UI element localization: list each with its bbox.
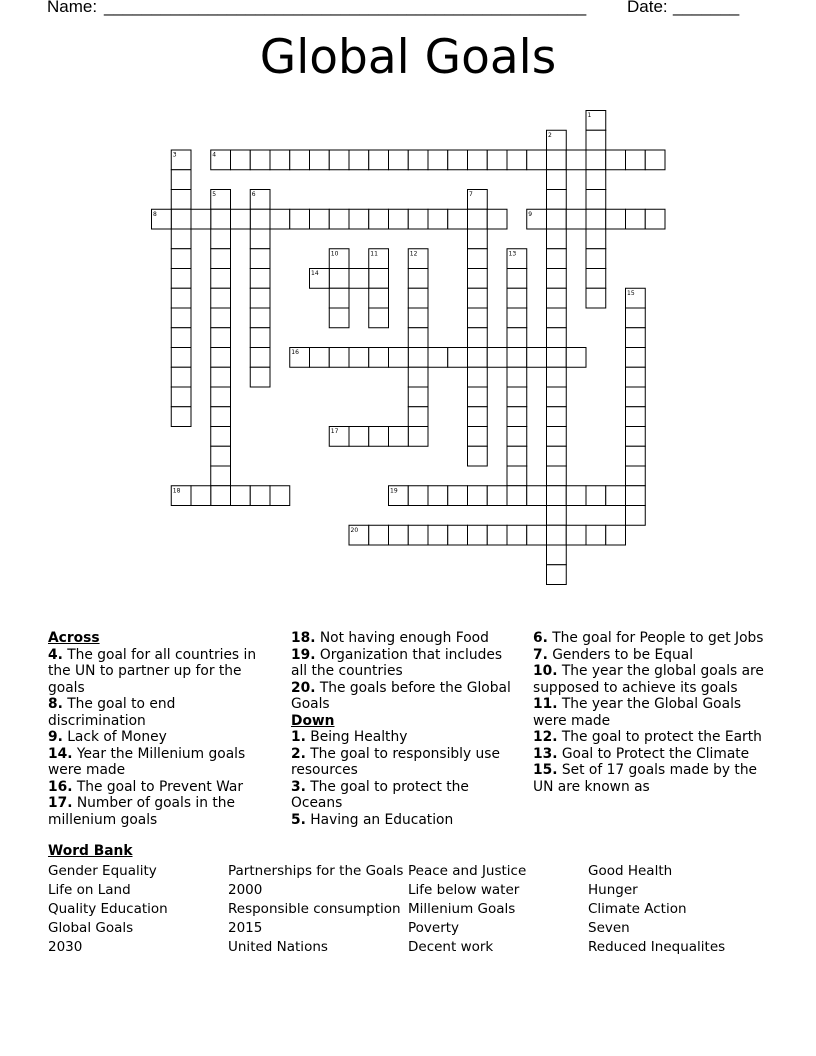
crossword-cell[interactable] bbox=[211, 466, 231, 486]
crossword-cell[interactable] bbox=[586, 288, 606, 308]
date-field[interactable]: _______ bbox=[673, 0, 740, 16]
crossword-cell[interactable] bbox=[369, 150, 389, 170]
crossword-cell[interactable] bbox=[428, 209, 448, 229]
crossword-cell[interactable] bbox=[606, 486, 626, 506]
word-bank-item: 2000 bbox=[228, 882, 263, 898]
crossword-cell[interactable] bbox=[250, 486, 270, 506]
cell-number: 3 bbox=[172, 151, 177, 159]
crossword-cell[interactable] bbox=[527, 150, 547, 170]
crossword-cell[interactable] bbox=[487, 348, 507, 368]
crossword-cell[interactable] bbox=[566, 486, 586, 506]
crossword-cell[interactable] bbox=[171, 170, 191, 190]
crossword-cell[interactable] bbox=[408, 525, 428, 545]
clue-down-11: 11. The year the Global Goals were made bbox=[533, 696, 742, 729]
crossword-cell[interactable] bbox=[428, 150, 448, 170]
clue-down-10: 10. The year the global goals are supposed to achieve its goals bbox=[533, 663, 764, 696]
crossword-cell[interactable] bbox=[250, 150, 270, 170]
crossword-cell[interactable] bbox=[171, 269, 191, 289]
crossword-cell[interactable] bbox=[250, 229, 270, 249]
crossword-cell[interactable] bbox=[270, 150, 290, 170]
crossword-cell[interactable] bbox=[349, 427, 369, 447]
crossword-cell[interactable] bbox=[507, 308, 527, 328]
crossword-cell[interactable] bbox=[547, 486, 567, 506]
crossword-cell[interactable] bbox=[547, 525, 567, 545]
crossword-cell[interactable] bbox=[211, 486, 231, 506]
crossword-cell[interactable] bbox=[507, 328, 527, 348]
word-bank-item: 2015 bbox=[228, 920, 263, 936]
clue-across-14: 14. Year the Millenium goals were made bbox=[48, 745, 246, 778]
crossword-cell[interactable] bbox=[586, 130, 606, 150]
crossword-cell[interactable] bbox=[487, 486, 507, 506]
crossword-cell[interactable] bbox=[290, 150, 310, 170]
crossword-cell[interactable] bbox=[171, 209, 191, 229]
crossword-cell[interactable] bbox=[547, 466, 567, 486]
crossword-cell[interactable] bbox=[468, 328, 488, 348]
clue-across-18: 18. Not having enough Food bbox=[291, 630, 489, 646]
crossword-cell[interactable] bbox=[547, 545, 567, 565]
crossword-cell[interactable] bbox=[468, 308, 488, 328]
crossword-cell[interactable] bbox=[566, 348, 586, 368]
word-bank-item: Quality Education bbox=[48, 901, 168, 917]
crossword-cell[interactable] bbox=[547, 269, 567, 289]
crossword-cell[interactable] bbox=[250, 288, 270, 308]
crossword-cell[interactable] bbox=[369, 308, 389, 328]
crossword-cell[interactable] bbox=[507, 269, 527, 289]
crossword-cell[interactable] bbox=[310, 150, 330, 170]
crossword-cell[interactable] bbox=[389, 209, 409, 229]
crossword-cell[interactable] bbox=[626, 328, 646, 348]
crossword-cell[interactable] bbox=[369, 525, 389, 545]
crossword-cell[interactable] bbox=[211, 249, 231, 269]
clue-down-13: 13. Goal to Protect the Climate bbox=[533, 745, 750, 762]
crossword-cell[interactable] bbox=[547, 190, 567, 210]
word-bank-item: Millenium Goals bbox=[408, 901, 516, 917]
crossword-cell[interactable] bbox=[171, 328, 191, 348]
crossword-cell[interactable] bbox=[566, 150, 586, 170]
word-bank-item: Reduced Inequalites bbox=[588, 939, 726, 955]
crossword-cell[interactable] bbox=[448, 525, 468, 545]
clue-down-12: 12. The goal to protect the Earth bbox=[533, 729, 762, 745]
cell-number: 11 bbox=[370, 250, 378, 258]
crossword-cell[interactable] bbox=[586, 269, 606, 289]
clues-col-1 bbox=[48, 630, 273, 828]
crossword-cell[interactable] bbox=[389, 348, 409, 368]
clues-col-2 bbox=[291, 630, 516, 828]
cell-number: 1 bbox=[587, 112, 592, 119]
crossword-cell[interactable] bbox=[231, 209, 251, 229]
crossword-cell[interactable] bbox=[369, 427, 389, 447]
crossword-cell[interactable] bbox=[448, 150, 468, 170]
page-title: Global Goals bbox=[259, 30, 557, 85]
crossword-cell[interactable] bbox=[547, 288, 567, 308]
crossword-cell[interactable] bbox=[250, 367, 270, 387]
crossword-cell[interactable] bbox=[547, 367, 567, 387]
crossword-cell[interactable] bbox=[211, 427, 231, 447]
crossword-cell[interactable] bbox=[507, 427, 527, 447]
clues-col-3 bbox=[533, 630, 768, 795]
crossword-cell[interactable] bbox=[408, 288, 428, 308]
crossword-cell[interactable] bbox=[566, 209, 586, 229]
word-bank-item: Climate Action bbox=[588, 901, 687, 917]
crossword-cell[interactable] bbox=[468, 249, 488, 269]
crossword-cell[interactable] bbox=[408, 348, 428, 368]
clue-across-8: 8. The goal to end discrimination bbox=[48, 696, 176, 729]
crossword-cell[interactable] bbox=[586, 190, 606, 210]
crossword-cell[interactable] bbox=[211, 269, 231, 289]
crossword-cell[interactable] bbox=[507, 525, 527, 545]
crossword-cell[interactable] bbox=[171, 348, 191, 368]
crossword-cell[interactable] bbox=[349, 150, 369, 170]
crossword-cell[interactable] bbox=[566, 525, 586, 545]
crossword-cell[interactable] bbox=[626, 308, 646, 328]
crossword-cell[interactable] bbox=[626, 486, 646, 506]
crossword-cell[interactable] bbox=[211, 348, 231, 368]
crossword-cell[interactable] bbox=[211, 407, 231, 427]
crossword-cell[interactable] bbox=[408, 308, 428, 328]
crossword-cell[interactable] bbox=[250, 249, 270, 269]
crossword-cell[interactable] bbox=[468, 525, 488, 545]
cell-number: 18 bbox=[172, 487, 181, 495]
crossword-cell[interactable] bbox=[626, 427, 646, 447]
word-bank-item: Responsible consumption bbox=[228, 901, 401, 917]
crossword-cell[interactable] bbox=[547, 387, 567, 407]
crossword-cell[interactable] bbox=[231, 150, 251, 170]
word-bank-item: Peace and Justice bbox=[408, 863, 527, 879]
down-heading: Down bbox=[291, 712, 335, 729]
crossword-cell[interactable] bbox=[645, 209, 665, 229]
crossword-cell[interactable] bbox=[369, 269, 389, 289]
cell-number: 6 bbox=[251, 191, 256, 198]
crossword-cell[interactable] bbox=[547, 348, 567, 368]
cell-number: 4 bbox=[212, 151, 217, 159]
clue-down-1: 1. Being Healthy bbox=[291, 729, 408, 745]
crossword-cell[interactable] bbox=[211, 288, 231, 308]
crossword-cell[interactable] bbox=[468, 486, 488, 506]
word-bank-item: Partnerships for the Goals bbox=[228, 863, 404, 879]
crossword-cell[interactable] bbox=[250, 209, 270, 229]
clue-across-20: 20. The goals before the Global Goals bbox=[291, 679, 511, 712]
cell-number: 13 bbox=[508, 250, 517, 258]
crossword-cell[interactable] bbox=[468, 427, 488, 447]
crossword-cell[interactable] bbox=[171, 308, 191, 328]
crossword-cell[interactable] bbox=[507, 407, 527, 427]
crossword-cell[interactable] bbox=[468, 348, 488, 368]
cell-number: 16 bbox=[291, 349, 299, 356]
crossword-cell[interactable] bbox=[329, 348, 349, 368]
word-bank-item: Seven bbox=[588, 920, 630, 936]
word-bank-item: 2030 bbox=[48, 939, 83, 955]
crossword-cell[interactable] bbox=[389, 150, 409, 170]
crossword-cell[interactable] bbox=[270, 486, 290, 506]
crossword-cell[interactable] bbox=[586, 525, 606, 545]
cell-number: 2 bbox=[548, 131, 552, 139]
crossword-cell[interactable] bbox=[468, 288, 488, 308]
word-bank-item: Hunger bbox=[588, 882, 638, 898]
crossword-cell[interactable] bbox=[329, 288, 349, 308]
crossword-cell[interactable] bbox=[349, 209, 369, 229]
crossword-cell[interactable] bbox=[507, 446, 527, 466]
crossword-cell[interactable] bbox=[408, 328, 428, 348]
word-bank-item: Life on Land bbox=[48, 882, 131, 898]
crossword-cell[interactable] bbox=[171, 367, 191, 387]
crossword-cell[interactable] bbox=[369, 288, 389, 308]
crossword-cell[interactable] bbox=[468, 387, 488, 407]
crossword-cell[interactable] bbox=[329, 308, 349, 328]
crossword-cell[interactable] bbox=[586, 170, 606, 190]
word-bank-item: Gender Equality bbox=[48, 863, 157, 879]
crossword-cell[interactable] bbox=[527, 525, 547, 545]
crossword-cell[interactable] bbox=[408, 486, 428, 506]
crossword-cell[interactable] bbox=[468, 367, 488, 387]
crossword-cell[interactable] bbox=[211, 387, 231, 407]
cell-number: 12 bbox=[409, 250, 418, 258]
crossword-cell[interactable] bbox=[626, 407, 646, 427]
crossword-cell[interactable] bbox=[171, 387, 191, 407]
crossword-cell[interactable] bbox=[606, 150, 626, 170]
crossword-cell[interactable] bbox=[487, 150, 507, 170]
crossword-cell[interactable] bbox=[408, 209, 428, 229]
crossword-cell[interactable] bbox=[547, 407, 567, 427]
crossword-cell[interactable] bbox=[329, 209, 349, 229]
crossword-cell[interactable] bbox=[191, 486, 211, 506]
crossword-cell[interactable] bbox=[408, 150, 428, 170]
clue-down-2: 2. The goal to responsibly use resources bbox=[291, 745, 500, 778]
crossword-cell[interactable] bbox=[507, 367, 527, 387]
word-bank-item: United Nations bbox=[228, 939, 328, 955]
crossword-cell[interactable] bbox=[408, 407, 428, 427]
word-bank-item: Poverty bbox=[408, 920, 460, 936]
crossword-cell[interactable] bbox=[250, 308, 270, 328]
cell-number: 7 bbox=[469, 191, 473, 198]
crossword-cell[interactable] bbox=[250, 269, 270, 289]
crossword-cell[interactable] bbox=[408, 269, 428, 289]
crossword-cell[interactable] bbox=[547, 308, 567, 328]
crossword-cell[interactable] bbox=[211, 446, 231, 466]
clue-across-9: 9. Lack of Money bbox=[48, 729, 167, 745]
crossword-cell[interactable] bbox=[408, 427, 428, 447]
crossword-cell[interactable] bbox=[211, 308, 231, 328]
crossword-cell[interactable] bbox=[349, 269, 369, 289]
crossword-cell[interactable] bbox=[171, 190, 191, 210]
crossword-cell[interactable] bbox=[448, 348, 468, 368]
crossword-cell[interactable] bbox=[468, 407, 488, 427]
crossword-cell[interactable] bbox=[586, 209, 606, 229]
crossword-cell[interactable] bbox=[507, 387, 527, 407]
crossword-cell[interactable] bbox=[547, 506, 567, 526]
crossword-cell[interactable] bbox=[626, 506, 646, 526]
cell-number: 14 bbox=[311, 270, 319, 277]
crossword-cell[interactable] bbox=[547, 427, 567, 447]
crossword-cell[interactable] bbox=[547, 328, 567, 348]
crossword-cell[interactable] bbox=[389, 427, 409, 447]
crossword-cell[interactable] bbox=[547, 229, 567, 249]
word-bank-item: Decent work bbox=[408, 939, 494, 955]
crossword-cell[interactable] bbox=[448, 486, 468, 506]
crossword-cell[interactable] bbox=[626, 209, 646, 229]
crossword-cell[interactable] bbox=[547, 446, 567, 466]
crossword-cell[interactable] bbox=[191, 209, 211, 229]
word-bank-item: Global Goals bbox=[48, 920, 134, 936]
cell-number: 5 bbox=[212, 191, 217, 198]
crossword-cell[interactable] bbox=[171, 288, 191, 308]
crossword-cell[interactable] bbox=[487, 209, 507, 229]
crossword-cell[interactable] bbox=[547, 565, 567, 585]
cell-number: 8 bbox=[153, 210, 157, 218]
crossword-cell[interactable] bbox=[389, 525, 409, 545]
crossword-cell[interactable] bbox=[507, 348, 527, 368]
crossword-cell[interactable] bbox=[428, 348, 448, 368]
crossword-cell[interactable] bbox=[408, 367, 428, 387]
crossword-cell[interactable] bbox=[547, 170, 567, 190]
crossword-cell[interactable] bbox=[645, 150, 665, 170]
crossword-cell[interactable] bbox=[369, 209, 389, 229]
crossword-cell[interactable] bbox=[408, 387, 428, 407]
clue-down-6: 6. The goal for People to get Jobs bbox=[533, 630, 764, 646]
clue-across-16: 16. The goal to Prevent War bbox=[48, 778, 244, 795]
clue-across-19: 19. Organization that includes all the countries bbox=[291, 646, 503, 679]
crossword-cell[interactable] bbox=[626, 367, 646, 387]
crossword-cell[interactable] bbox=[428, 525, 448, 545]
cell-number: 17 bbox=[330, 428, 339, 435]
word-bank-item: Life below water bbox=[408, 882, 520, 898]
crossword-cell[interactable] bbox=[527, 348, 547, 368]
crossword-cell[interactable] bbox=[270, 209, 290, 229]
crossword-cell[interactable] bbox=[468, 269, 488, 289]
crossword-cell[interactable] bbox=[626, 150, 646, 170]
crossword-cell[interactable] bbox=[290, 209, 310, 229]
clue-down-15: 15. Set of 17 goals made by the UN are known as bbox=[533, 762, 758, 795]
crossword-cell[interactable] bbox=[211, 229, 231, 249]
cell-number: 9 bbox=[528, 210, 533, 218]
cell-number: 19 bbox=[390, 487, 398, 495]
crossword-cell[interactable] bbox=[171, 229, 191, 249]
crossword-cell[interactable] bbox=[310, 209, 330, 229]
clue-across-17: 17. Number of goals in the millenium goals bbox=[48, 795, 236, 828]
crossword-cell[interactable] bbox=[606, 209, 626, 229]
crossword-cell[interactable] bbox=[507, 150, 527, 170]
crossword-cell[interactable] bbox=[547, 249, 567, 269]
crossword-cell[interactable] bbox=[507, 486, 527, 506]
crossword-cell[interactable] bbox=[171, 407, 191, 427]
crossword-cell[interactable] bbox=[231, 486, 251, 506]
crossword-cell[interactable] bbox=[547, 150, 567, 170]
crossword-cell[interactable] bbox=[211, 209, 231, 229]
name-label: Name: bbox=[47, 0, 98, 16]
crossword-cell[interactable] bbox=[349, 348, 369, 368]
across-heading: Across bbox=[48, 630, 100, 646]
cell-number: 10 bbox=[330, 250, 339, 258]
cell-number: 15 bbox=[627, 289, 635, 297]
crossword-cell[interactable] bbox=[468, 446, 488, 466]
crossword-cell[interactable] bbox=[468, 229, 488, 249]
crossword-cell[interactable] bbox=[626, 466, 646, 486]
crossword-cell[interactable] bbox=[250, 348, 270, 368]
crossword-cell[interactable] bbox=[369, 348, 389, 368]
crossword-cell[interactable] bbox=[171, 249, 191, 269]
crossword-cell[interactable] bbox=[448, 209, 468, 229]
crossword-cell[interactable] bbox=[606, 525, 626, 545]
word-bank-item: Good Health bbox=[588, 863, 673, 879]
name-field[interactable]: ___________________________________________________ bbox=[104, 0, 587, 16]
crossword-cell[interactable] bbox=[626, 446, 646, 466]
crossword-cell[interactable] bbox=[586, 249, 606, 269]
clue-down-5: 5. Having an Education bbox=[291, 811, 454, 828]
crossword-cell[interactable] bbox=[507, 288, 527, 308]
crossword-cell[interactable] bbox=[468, 209, 488, 229]
crossword-cell[interactable] bbox=[487, 525, 507, 545]
crossword-cell[interactable] bbox=[527, 486, 547, 506]
crossword-cell[interactable] bbox=[626, 387, 646, 407]
crossword-cell[interactable] bbox=[211, 367, 231, 387]
crossword-cell[interactable] bbox=[547, 209, 567, 229]
crossword-cell[interactable] bbox=[626, 348, 646, 368]
crossword-cell[interactable] bbox=[507, 466, 527, 486]
crossword-cell[interactable] bbox=[310, 348, 330, 368]
crossword-cell[interactable] bbox=[586, 229, 606, 249]
crossword-cell[interactable] bbox=[211, 328, 231, 348]
crossword-cell[interactable] bbox=[428, 486, 448, 506]
clue-down-7: 7. Genders to be Equal bbox=[533, 646, 694, 663]
crossword-cell[interactable] bbox=[586, 150, 606, 170]
date-label: Date: bbox=[627, 0, 668, 16]
clue-down-3: 3. The goal to protect the Oceans bbox=[291, 778, 469, 811]
crossword-cell[interactable] bbox=[329, 150, 349, 170]
cell-number: 20 bbox=[350, 526, 359, 534]
crossword-cell[interactable] bbox=[586, 486, 606, 506]
word-bank-heading: Word Bank bbox=[48, 843, 133, 859]
crossword-cell[interactable] bbox=[468, 150, 488, 170]
crossword-cell[interactable] bbox=[250, 328, 270, 348]
crossword-cell[interactable] bbox=[329, 269, 349, 289]
clue-across-4: 4. The goal for all countries in the UN to partner up for the goals bbox=[48, 646, 257, 696]
